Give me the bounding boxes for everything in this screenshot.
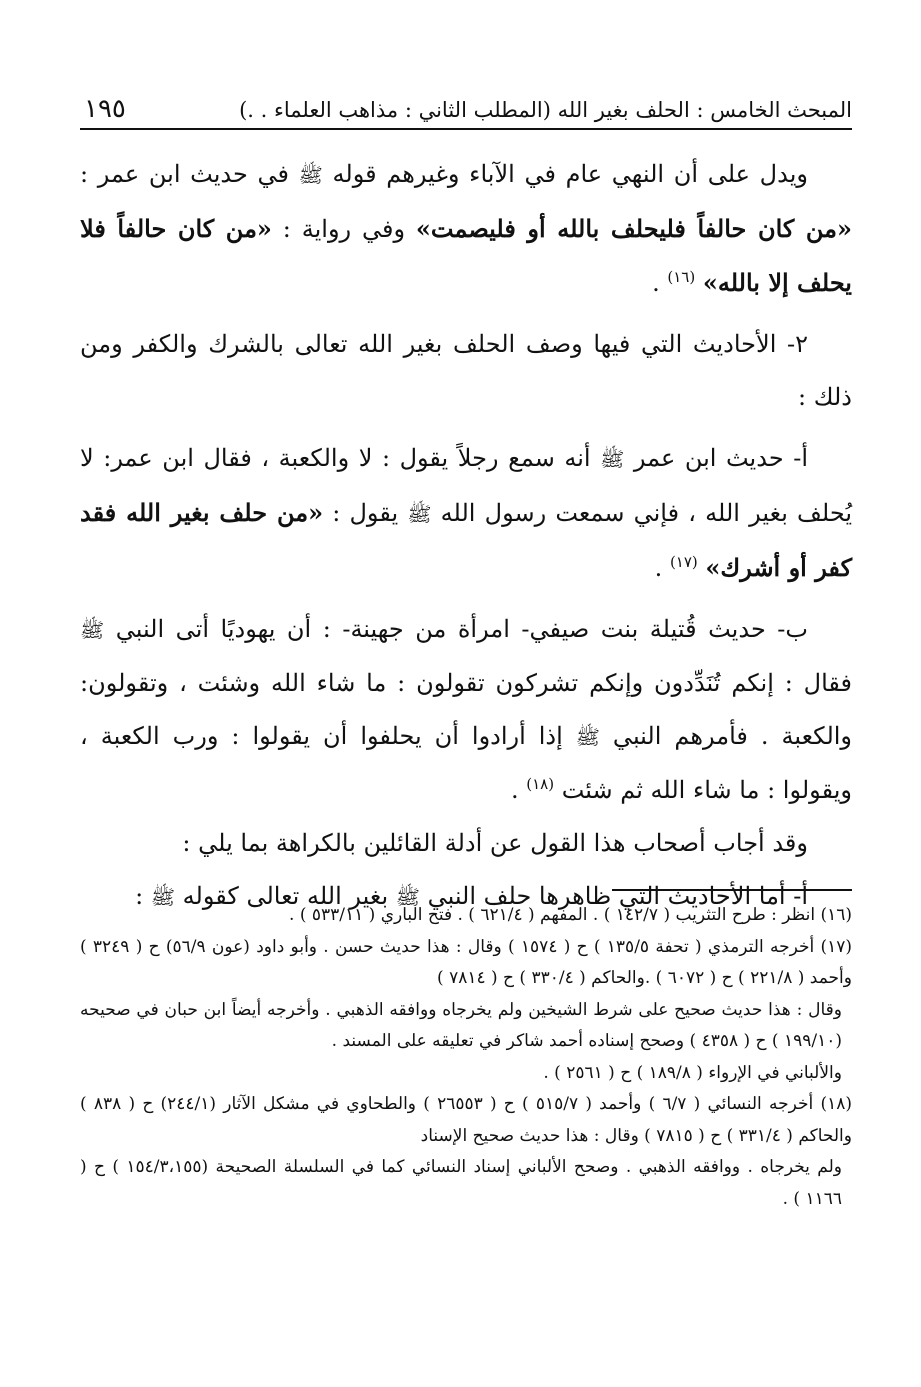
- paragraph-1: [80, 148, 852, 310]
- salutation-glyph: ﷺ: [407, 502, 432, 526]
- hadith-quote: «من حلف بغير الله فقد كفر أو أشرك»: [80, 498, 852, 582]
- text-segment: أ- أما الأحاديث التي ظاهرها حلف النبي: [419, 882, 808, 910]
- salutation-glyph: ﷺ: [600, 447, 625, 471]
- text-segment: يقول :: [323, 499, 408, 527]
- main-text: [80, 148, 852, 924]
- hadith-quote: «من كان حالفاً فلا يحلف إلا بالله»: [80, 214, 852, 297]
- footnote-18: (١٨) أخرجه النسائي ( ٦/٧ ) وأحمد ( ٥١٥/٧ ) ح ( ٢٦٥٥٣ ) والطحاوي في مشكل الآثار (٢٤٤/١) ح ( ٨٣٨ ) والحاكم ( ٣٣١/٤ ) ح ( ٧٨١٥ ) وقال : هذا حديث صحيح الإسناد: [80, 1094, 852, 1146]
- footnote-separator: [612, 889, 852, 891]
- footnote-18-continued: ولم يخرجاه . ووافقه الذهبي . وصحح الألباني إسناد النسائي كما في السلسلة الصحيحة (١٥٤/٣،١٥٥ ) ح ( ١١٦٦ ) .: [80, 1157, 842, 1209]
- text-segment: :: [135, 882, 151, 910]
- page-number: ١٩٥: [84, 94, 126, 124]
- paragraph-3: [80, 432, 852, 595]
- salutation-glyph: ﷺ: [298, 163, 323, 187]
- footnote-ref-16[interactable]: (١٦): [667, 268, 696, 286]
- salutation-glyph: ﷺ: [575, 725, 600, 749]
- salutation-glyph: ﷺ: [395, 885, 420, 909]
- salutation-glyph: ﷺ: [80, 618, 105, 642]
- paragraph-4: [80, 603, 852, 817]
- text-segment: ويدل على أن النهي عام في الآباء وغيرهم قوله: [322, 160, 808, 188]
- text-segment: في حديث ابن عمر :: [80, 160, 299, 188]
- footnote-17-continued: والألباني في الإرواء ( ١٨٩/٨ ) ح ( ٢٥٦١ ) .: [543, 1062, 842, 1083]
- footnote-ref-17[interactable]: (١٧): [669, 553, 698, 571]
- paragraph-5: وقد أجاب أصحاب هذا القول عن أدلة القائلين بالكراهة بما يلي :: [182, 829, 808, 857]
- text-segment: وفي رواية :: [271, 215, 416, 243]
- salutation-glyph: ﷺ: [150, 885, 176, 909]
- footnotes: [80, 900, 852, 1215]
- text-segment: .: [654, 554, 670, 582]
- text-segment: .: [510, 776, 527, 804]
- footnote-17: (١٧) أخرجه الترمذي ( تحفة ١٣٥/٥ ) ح ( ١٥٧٤ ) وقال : هذا حديث حسن . وأبو داود (عون ٥٦/٩) ح ( ٣٢٤٩ ) وأحمد ( ٢٢١/٨ ) ح ( ٦٠٧٢ ) .والحاكم ( ٣٣٠/٤ ) ح ( ٧٨١٤ ): [80, 936, 853, 988]
- footnote-16: (١٦) انظر : طرح التثريب ( ١٤٢/٧ ) . المفهم ( ٦٢١/٤ ) . فتح الباري ( ٥٣٣/١١ ) .: [289, 905, 852, 925]
- text-segment: .: [652, 269, 668, 297]
- text-segment: بغير الله تعالى كقوله: [175, 882, 396, 910]
- text-segment: إذا أرادوا أن يحلفوا أن يقولوا : ورب الكعبة ، ويقولوا : ما شاء الله ثم شئت: [80, 722, 852, 804]
- page-header: [80, 82, 852, 130]
- text-segment: أ- حديث ابن عمر: [624, 444, 808, 472]
- text-segment: فقال : إنكم تُنَدِّدون وإنكم تشركون تقولون : ما شاء الله وشئت ، وتقولون: والكعبة . فأمرهم النبي: [80, 669, 853, 750]
- text-segment: ب- حديث قُتيلة بنت صيفي- امرأة من جهينة- : أن يهوديًا أتى النبي: [104, 615, 808, 643]
- footnote-17-continued: وقال : هذا حديث صحيح على شرط الشيخين ولم يخرجاه ووافقه الذهبي . وأخرجه أيضاً ابن حبان في صحيحه (١٩٩/١٠ ) ح ( ٤٣٥٨ ) وصحح إسناده أحمد شاكر في تعليقه على المسند .: [80, 999, 842, 1051]
- text-segment: أنه سمع رجلاً يقول : لا والكعبة ، فقال ابن عمر: لا يُحلف بغير الله ، فإني سمعت رسول الله: [80, 444, 852, 527]
- running-title: المبحث الخامس : الحلف بغير الله (المطلب الثاني : مذاهب العلماء . .): [239, 98, 852, 122]
- paragraph-2: ٢- الأحاديث التي فيها وصف الحلف بغير الله تعالى بالشرك والكفر ومن ذلك :: [80, 330, 852, 411]
- footnote-ref-18[interactable]: (١٨): [526, 775, 555, 793]
- hadith-quote: «من كان حالفاً فليحلف بالله أو فليصمت»: [415, 214, 853, 243]
